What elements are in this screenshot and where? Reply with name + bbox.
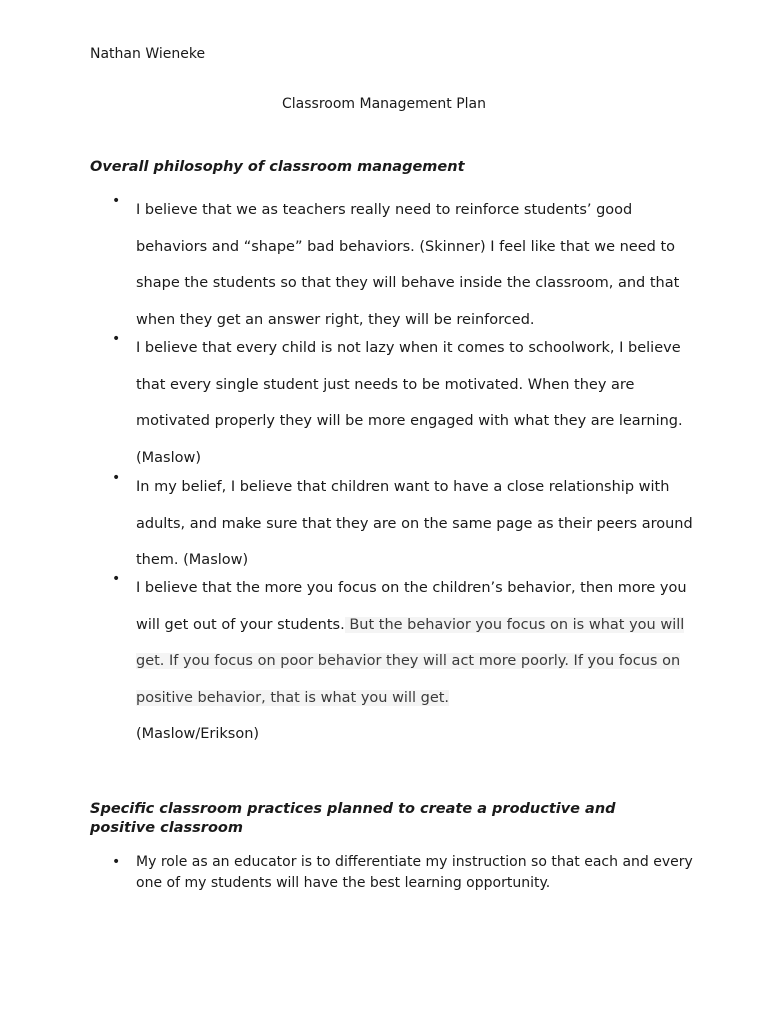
bullet-icon: •	[112, 193, 121, 209]
document-title: Classroom Management Plan	[282, 96, 486, 112]
section-heading-philosophy: Overall philosophy of classroom management	[90, 159, 465, 175]
list-item-text: I believe that we as teachers really need to reinforce students’ good behaviors and “shape” bad behaviors. (Skinner) I feel like that we need to shape the students so that they will behave inside the classroom, and that when they get an answer right, they will be reinforced.	[136, 202, 680, 328]
citation-text: (Maslow/Erikson)	[136, 726, 260, 742]
bullet-icon: •	[112, 854, 121, 870]
highlighted-text: But the behavior you focus on is what you will get. If you focus on poor behavior they will act more poorly. If you focus on positive behavior, that is what you will get.	[136, 616, 685, 706]
list-item	[112, 570, 696, 753]
list-item	[112, 469, 696, 570]
author-name: Nathan Wieneke	[90, 46, 206, 62]
bullet-icon: •	[112, 470, 121, 486]
list-item-text	[136, 570, 696, 753]
list-item-text: I believe that every child is not lazy when it comes to schoolwork, I believe that every single student just needs to be motivated. When they are motivated properly they will be more engaged with what they are learning. (Maslow)	[136, 340, 683, 466]
list-item	[112, 330, 696, 469]
list-item	[112, 852, 696, 894]
practices-list	[112, 852, 696, 894]
section-heading-practices: Specific classroom practices planned to create a productive and positive classroom	[90, 801, 616, 836]
bullet-icon: •	[112, 571, 121, 587]
list-item-text: My role as an educator is to differentiate my instruction so that each and every one of my students will have the best learning opportunity.	[136, 854, 693, 891]
bullet-icon: •	[112, 331, 121, 347]
philosophy-list	[112, 192, 696, 753]
list-item-text: In my belief, I believe that children want to have a close relationship with adults, and make sure that they are on the same page as their peers around them. (Maslow)	[136, 479, 693, 568]
list-item-text-plain: I believe that the more you focus on the children’s behavior, then more you will get out of your students.	[136, 580, 687, 633]
list-item	[112, 192, 696, 330]
